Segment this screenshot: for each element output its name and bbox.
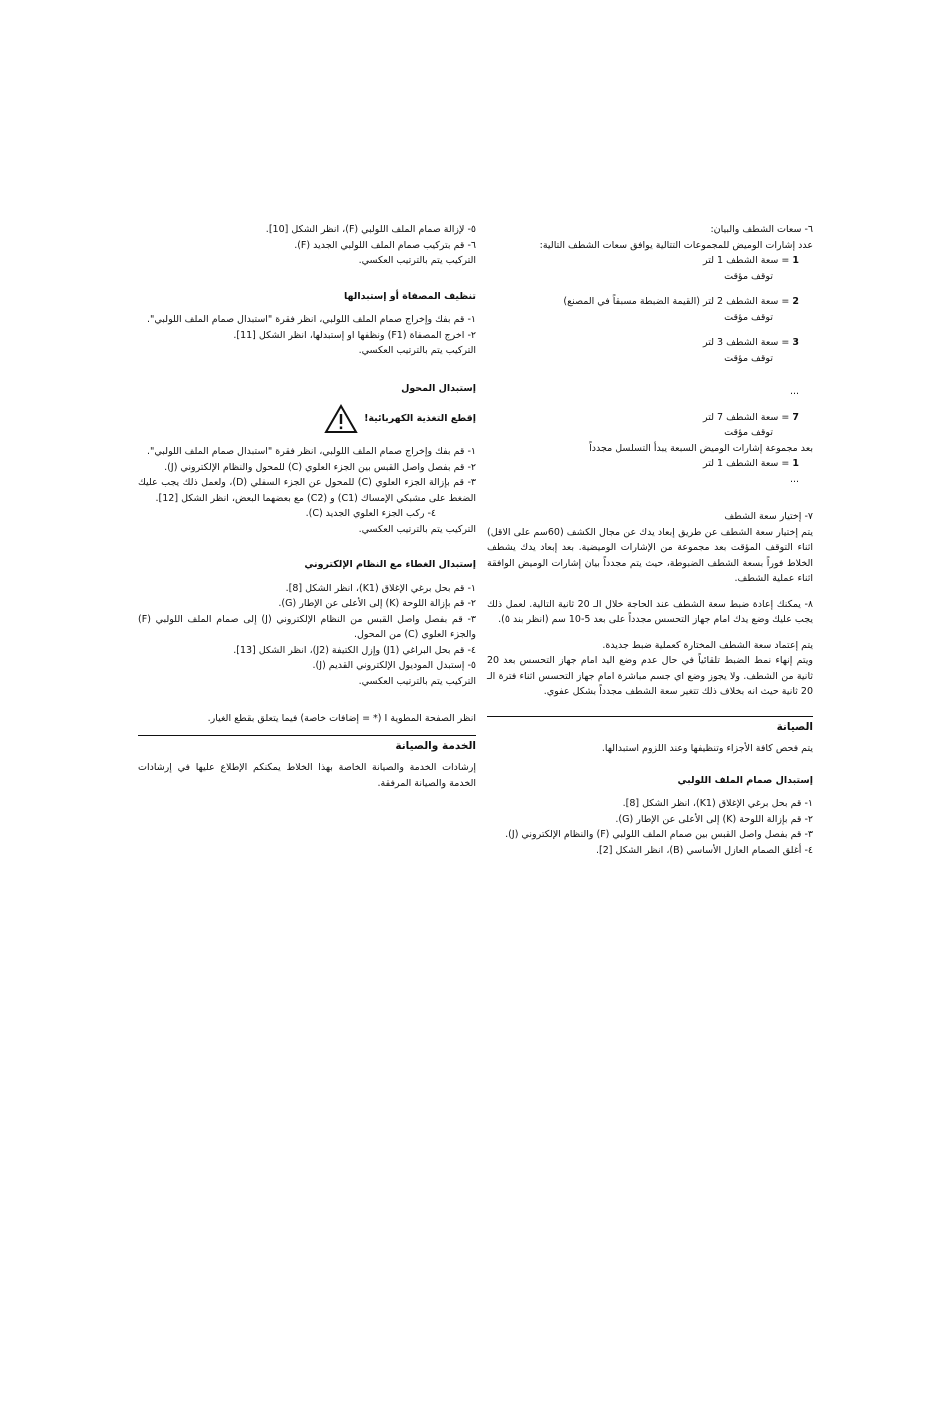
converter-step: ٣- قم بإزالة الجزء العلوي (C) للمحول عن الجزء السفلي (D)، ولعمل ذلك يجب عليك الضغط على مشبكي الإمساك (C1) و (C2) مع بعضهما البعض، انظر الشكل [12]. xyxy=(138,477,476,504)
cover-heading: إستبدال الغطاء مع النظام الإلكتروني xyxy=(304,559,476,570)
valve-step: ٥- لإزالة صمام الملف اللولبي (F)، انظر الشكل [10]. xyxy=(265,224,476,235)
seq-text: = سعة الشطف 2 لتر (القيمة الضبطة مسبقاً في المصنع) xyxy=(563,296,790,307)
filter-step: ١- قم بفك وإخراج صمام الملف اللولبي، انظر فقرة "استبدال صمام الملف اللولبي". xyxy=(147,314,476,325)
valve-step: ٣- قم بفصل واصل القبس بين صمام الملف اللولبي (F) والنظام الإلكتروني (J). xyxy=(505,829,813,840)
converter-heading: إستبدال المحول xyxy=(401,382,476,394)
item7-body: يتم إختيار سعة الشطف عن طريق إبعاد يدك عن مجال الكشف (60سم على الاقل) اثناء التوقف المؤقت بعد مجموعة من الإشارات الوميضية. بعد إبعاد يدك يشطف الخلاط فوراً بسعة الشطف الضبوطة، حيث يتم مجدداً بيان إشارات الوميض الوافقة اثناء عملية الشطف. xyxy=(487,526,813,584)
reverse-note: التركيب يتم بالترتيب العكسي. xyxy=(358,675,476,687)
ellipsis: ... xyxy=(789,386,799,397)
converter-step: ١- قم بفك وإخراج صمام الملف اللولبي، انظر فقرة "استبدال صمام الملف اللولبي". xyxy=(147,446,476,457)
maintenance-heading: الصيانة xyxy=(487,716,813,736)
valve-step: ٢- قم بإزالة اللوحة (K) إلى الأعلى عن الإطار (G). xyxy=(615,813,813,825)
seq-text: = سعة الشطف 3 لتر xyxy=(702,337,790,348)
seq-pause: توقف مؤقت xyxy=(724,427,773,438)
item6-heading: ٦- سعات الشطف والبيان: xyxy=(710,224,813,235)
cover-step: ٥- إستبدل الموديول الإلكتروني القديم (J). xyxy=(312,660,476,671)
seq-text: = سعة الشطف 7 لتر xyxy=(702,411,790,423)
item7-heading: ٧- إختيار سعة الشطف xyxy=(724,511,813,522)
cover-step: ١- قم بحل برغي الإغلاق (K1)، انظر الشكل [8]. xyxy=(285,582,476,594)
flush-sequence-7 xyxy=(487,410,813,441)
left-column xyxy=(138,222,476,791)
valve-step: ١- قم بحل برغي الإغلاق (K1)، انظر الشكل [8]. xyxy=(622,798,813,809)
timeout-text: ويتم إنهاء نمط الضبط تلقائياً في حال عدم وضع اليد امام جهاز التحسس بعد 20 ثانية من الشطف. ولا يجوز وضع اي جسم مباشرة امام جهاز التحسس اثناء فترة الـ 20 ثانية حيث انه بخلاف ذلك تتغير سعة الشطف مجدداً بشكل عفوي. xyxy=(487,655,813,697)
seq-number: 2 xyxy=(792,296,799,307)
seq-pause: توقف مؤقت xyxy=(724,311,773,323)
filter-heading: تنظيف المصفاة أو إستبدالها xyxy=(343,290,476,302)
seq-number: 7 xyxy=(792,411,799,423)
seq-number: 1 xyxy=(792,458,799,469)
converter-step: ٤- ركب الجزء العلوي الجديد (C). xyxy=(305,508,436,519)
restart-note: بعد مجموعة إشارات الوميض السبعة يبدأ التسلسل مجدداً xyxy=(589,442,813,454)
seq-number: 1 xyxy=(792,255,799,266)
item8-text: ٨- يمكنك إعادة ضبط سعة الشطف عند الحاجة خلال الـ 20 ثانية التالية. لعمل ذلك يجب عليك وضع يدك امام جهاز التحسس مجدداً على بعد 5-10 سم (انظر بند ٥). xyxy=(487,598,813,625)
warning-label: إقطع التغذية الكهربائية! xyxy=(364,413,476,425)
warning-triangle-icon xyxy=(324,404,358,434)
right-column xyxy=(487,222,813,858)
cover-step: ٤- قم بحل البراغي (J1) وإزل الكتيفة (J2)، انظر الشكل [13]. xyxy=(233,644,476,656)
seq-pause: توقف مؤقت xyxy=(724,352,773,364)
converter-step: ٢- قم بفصل واصل القبس بين الجزء العلوي (C) للمحول والنظام الإلكتروني (J). xyxy=(164,461,476,473)
valve-step: ٤- أغلق الصمام العازل الأساسي (B)، انظر الشكل [2]. xyxy=(596,844,813,856)
flush-sequence-3 xyxy=(487,335,813,366)
cover-step: ٢- قم بإزالة اللوحة (K) إلى الأعلى عن الإطار (G). xyxy=(278,598,476,609)
service-heading: الخدمة والصيانة xyxy=(138,735,476,755)
seq-number: 3 xyxy=(792,337,799,348)
ellipsis: ... xyxy=(789,473,799,485)
flush-sequence-1 xyxy=(487,253,813,284)
valve-step: ٦- قم بتركيب صمام الملف اللولبي الجديد (F). xyxy=(294,239,476,251)
maintenance-body: يتم فحص كافة الأجزاء وتنظيفها وعند اللزوم استبدالها. xyxy=(601,743,813,754)
confirm-text: يتم إعتماد سعة الشطف المختارة كعملية ضبط جديدة. xyxy=(602,639,813,651)
warning-row xyxy=(138,404,476,434)
service-body: إرشادات الخدمة والصيانة الخاصة بهذا الخلاط يمكنكم الإطلاع عليها في إرشادات الخدمة والصيانة المرفقة. xyxy=(138,762,476,789)
seq-text: = سعة الشطف 1 لتر xyxy=(702,458,790,469)
seq-pause: توقف مؤقت xyxy=(724,270,773,282)
valve-replace-heading: إستبدال صمام الملف اللولبي xyxy=(677,774,813,786)
seq-text: = سعة الشطف 1 لتر xyxy=(702,255,790,266)
flush-sequence-2 xyxy=(487,294,813,325)
reverse-note: التركيب يتم بالترتيب العكسي. xyxy=(358,345,476,356)
reverse-note: التركيب يتم بالترتيب العكسي. xyxy=(358,255,476,266)
cover-step: ٣- قم بفصل واصل القبس من النظام الإلكتروني (J) إلى صمام الملف اللولبي (F) والجزء العلوي (C) من المحول. xyxy=(138,613,477,640)
reverse-note: التركيب يتم بالترتيب العكسي. xyxy=(358,523,476,535)
item6-intro: عدد إشارات الوميض للمجموعات التتالية يوافق سعات الشطف التالية: xyxy=(539,239,813,251)
spare-parts-note: انظر الصفحة المطوية I (* = إضافات خاصة) فيما يتعلق بقطع الغيار. xyxy=(207,713,476,724)
filter-step: ٢- اخرج المصفاة (F1) ونظفها او إستبدلها، انظر الشكل [11]. xyxy=(233,329,476,341)
